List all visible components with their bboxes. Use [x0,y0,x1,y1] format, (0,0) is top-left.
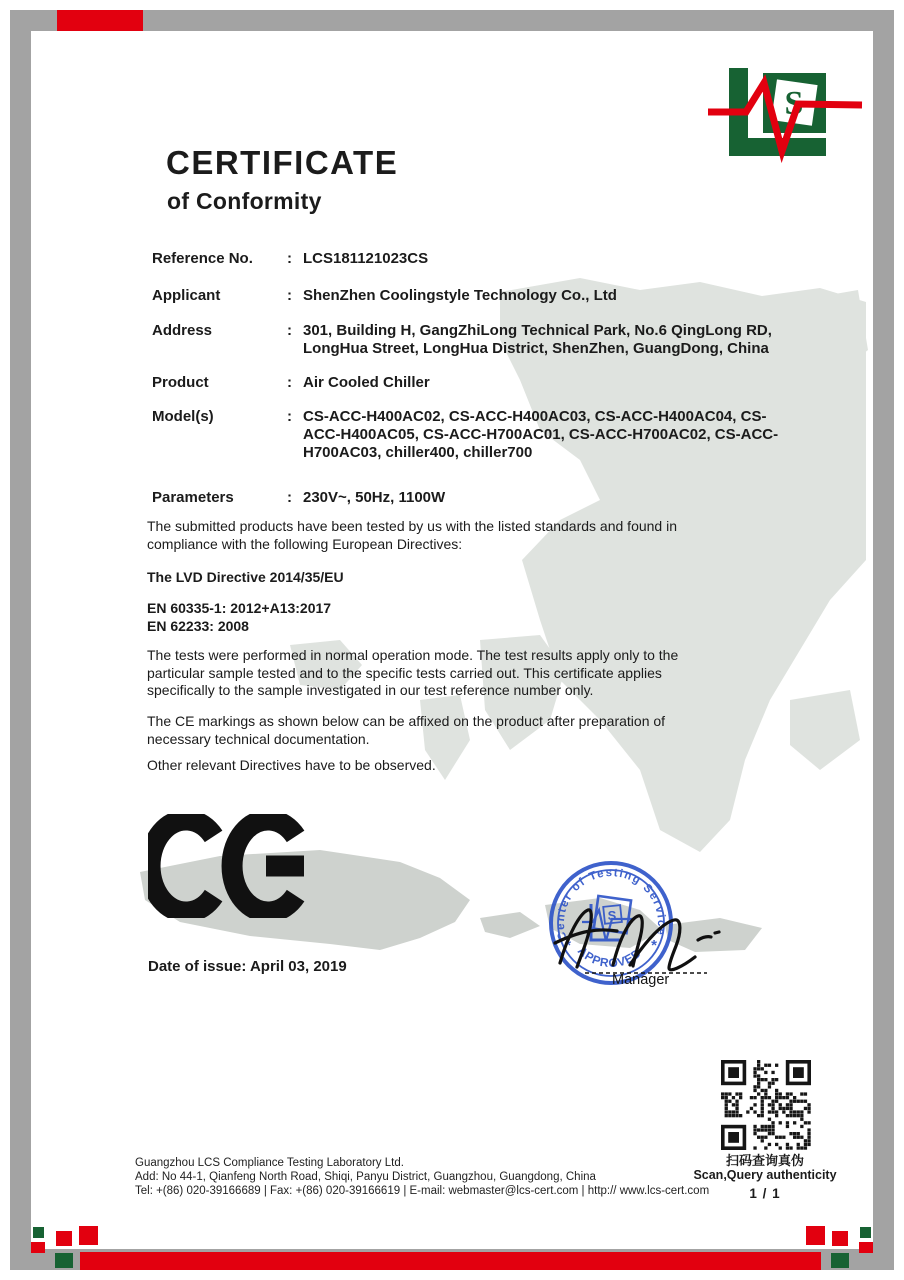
field-value: Air Cooled Chiller [303,374,430,391]
page-subtitle: of Conformity [167,188,322,214]
qr-caption-en: Scan,Query authenticity [693,1168,837,1182]
field-label: Applicant [152,287,221,304]
logo-letter: S [784,85,804,122]
field-label: Model(s) [152,408,214,425]
stamp-arc-bottom-text: APPROVED [574,943,646,971]
paragraph-other-note: Other relevant Directives have to be observed. [147,757,436,773]
field-parameters: Parameters : 230V~, 50Hz, 1100W [152,489,781,507]
page-title: CERTIFICATE [166,144,399,181]
corner-square-right-green [860,1227,871,1238]
corner-square-left-red-small [31,1242,45,1253]
corner-square-right-red-mid [832,1231,848,1246]
stamp-star-left: * [565,937,571,954]
stamp-arc-top-text: Center of Testing Service [554,867,668,942]
frame-mark-bottom-right-green [831,1253,849,1268]
corner-square-right-red-big [806,1226,825,1245]
field-label: Product [152,374,209,391]
paragraph-directive: The LVD Directive 2014/35/EU [147,569,344,585]
page-indicator: 1 / 1 [749,1186,781,1201]
footer-contact: Tel: +(86) 020-39166689 | Fax: +(86) 020-39166619 | E-mail: webmaster@lcs-cert.com | http:// www.lcs-cert.com [135,1185,710,1197]
field-label: Reference No. [152,250,253,267]
field-product: Product : Air Cooled Chiller [152,374,781,392]
field-label: Parameters [152,489,234,506]
footer-company: Guangzhou LCS Compliance Testing Laboratory Ltd. [135,1157,404,1169]
footer-address: Add: No 44-1, Qianfeng North Road, Shiqi, Panyu District, Guangzhou, Guangdong, China [135,1171,596,1183]
corner-square-left-red-mid [56,1231,72,1246]
paragraph-tests-note: The tests were performed in normal operation mode. The test results apply only to the particular sample tested and to the specific tests carried out. This certificate applies specifically to the sample investigated in our test reference number only. [147,647,679,698]
field-value: 230V~, 50Hz, 1100W [303,489,446,506]
field-value: 301, Building H, GangZhiLong Technical Park, No.6 QingLong RD, LongHua Street, LongHua District, ShenZhen, GuangDong, China [303,322,772,357]
date-of-issue: Date of issue: April 03, 2019 [148,958,347,975]
field-models: Model(s) : CS-ACC-H400AC02, CS-ACC-H400AC03, CS-ACC-H400AC04, CS- ACC-H400AC05, CS-ACC-H700AC01, CS-ACC-H700AC02, CS-ACC- H700AC03, chiller400, chiller700 [152,408,781,462]
frame-mark-bottom-left-green [55,1253,73,1268]
field-value: CS-ACC-H400AC02, CS-ACC-H400AC03, CS-ACC-H400AC04, CS- ACC-H400AC05, CS-ACC-H700AC01, CS-ACC-H700AC02, CS-ACC- H700AC03, chiller400, chiller700 [303,408,779,461]
field-reference-no: Reference No. : LCS181121023CS [152,250,781,268]
paragraph-ce-note: The CE markings as shown below can be affixed on the product after preparation of necessary technical documentation. [147,713,666,747]
field-value: ShenZhen Coolingstyle Technology Co., Ltd [303,287,617,304]
field-value: LCS181121023CS [303,250,429,267]
frame-mark-top-red [57,10,143,31]
field-applicant: Applicant : ShenZhen Coolingstyle Technology Co., Ltd [152,287,781,305]
signer-title: Manager [612,972,670,988]
corner-square-right-red-small [859,1242,873,1253]
field-address: Address : 301, Building H, GangZhiLong Technical Park, No.6 QingLong RD, LongHua Street, LongHua District, ShenZhen, GuangDong, China [152,322,781,358]
stamp-star-right: * [651,937,657,954]
qr-caption-cn: 扫码查询真伪 [725,1153,804,1168]
corner-square-left-green [33,1227,44,1238]
paragraph-intro: The submitted products have been tested by us with the listed standards and found in compliance with the following European Directives: [147,518,677,552]
corner-square-left-red-big [79,1226,98,1245]
paragraph-standards: EN 60335-1: 2012+A13:2017 EN 62233: 2008 [147,600,332,634]
ce-mark-icon [148,814,308,918]
frame-bar-bottom-red [80,1252,821,1270]
field-label: Address [152,322,213,339]
qr-code [721,1060,811,1150]
lcs-logo [706,56,866,164]
footer-lab-info [135,1156,710,1198]
stamp-center-letter: S [607,908,617,923]
